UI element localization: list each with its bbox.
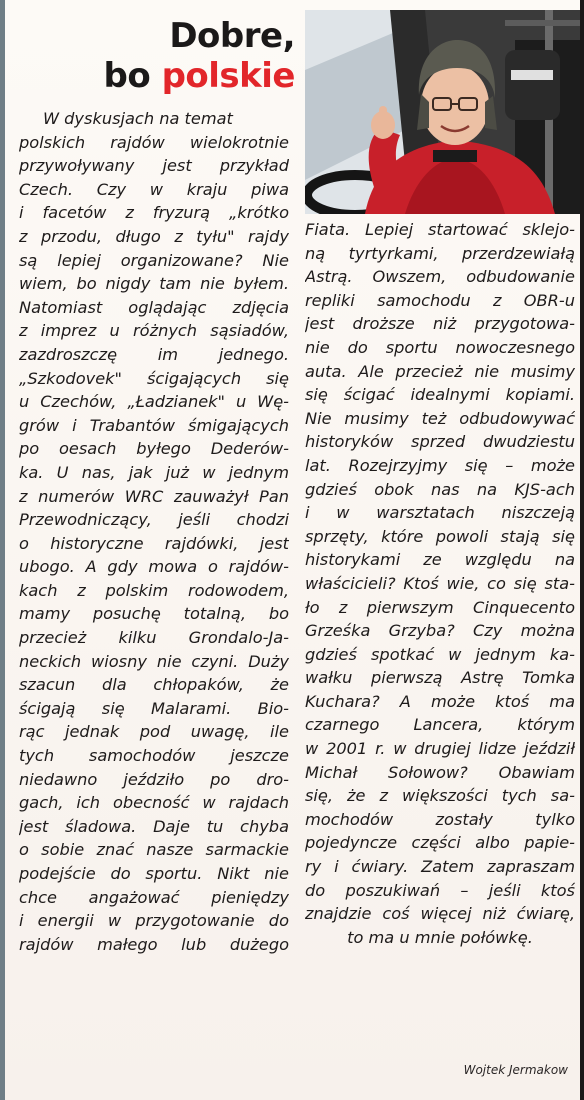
article-line: Michał Sołowow? Obawiam bbox=[305, 762, 575, 782]
article-line: do poszukiwań – jeśli ktoś bbox=[305, 880, 575, 900]
author-signature: Wojtek Jermakow bbox=[463, 1063, 568, 1077]
article-line: historykami ze względu na bbox=[305, 550, 575, 570]
article-line: i w warsztatach niszczeją bbox=[305, 503, 575, 523]
article-line: tych samochodów jeszcze bbox=[19, 746, 289, 766]
article-line: czarnego Lancera, którym bbox=[305, 715, 575, 735]
article-line: repliki samochodu z OBR-u bbox=[305, 290, 575, 310]
article-line: Przewodniczący, jeśli chodzi bbox=[19, 510, 289, 530]
article-line: wiem, bo nigdy tam nie byłem. bbox=[19, 274, 289, 294]
article-line: ry i ćwiary. Zatem zapraszam bbox=[305, 857, 575, 877]
article-line: mochodów zostały tylko bbox=[305, 809, 575, 829]
article-line: lat. Rozejrzyjmy się – może bbox=[305, 455, 575, 475]
article-line: „Szkodovek" ścigających się bbox=[19, 368, 289, 388]
page-left-edge bbox=[0, 0, 5, 1100]
article-line: pojedyncze części albo papie- bbox=[305, 833, 575, 853]
article-line: to ma u mnie połówkę. bbox=[347, 927, 533, 947]
article-line: i energii w przygotowanie do bbox=[19, 911, 289, 931]
article-line: właścicieli? Ktoś wie, co się sta- bbox=[305, 573, 575, 593]
article-line: niedawno jeździło po dro- bbox=[19, 769, 289, 789]
article-line: Nie musimy też odbudowywać bbox=[305, 408, 575, 428]
article-line: rąc jednak pod uwagę, ile bbox=[19, 722, 289, 742]
article-line: z numerów WRC zauważył Pan bbox=[19, 486, 289, 506]
article-line: podejście do sportu. Nikt nie bbox=[19, 864, 289, 883]
article-line: Fiata. Lepiej startować sklejo- bbox=[305, 220, 575, 239]
article-line: jest śladowa. Daje tu chyba bbox=[19, 816, 289, 836]
article-right-column bbox=[305, 218, 575, 949]
article-line: wałku pierwszą Astrę Tomka bbox=[305, 668, 575, 688]
article-title bbox=[80, 16, 295, 96]
article-line: i facetów z fryzurą „krótko bbox=[19, 203, 289, 223]
article-left-column bbox=[19, 107, 289, 956]
article-line: Astrą. Owszem, odbudowanie bbox=[305, 267, 575, 287]
title-line-2-red: polskie bbox=[161, 56, 295, 96]
article-line: się ścigać idealnymi kopiami. bbox=[305, 385, 575, 405]
article-line: Kuchara? A może ktoś ma bbox=[305, 691, 575, 711]
rally-driver-illustration bbox=[305, 10, 580, 214]
article-line: gdzieś spotkać w jednym ka- bbox=[305, 644, 575, 664]
article-line: z przodu, długo z tyłu" rajdy bbox=[19, 226, 289, 246]
rally-driver-photo bbox=[305, 10, 580, 214]
article-line: są lepiej organizowane? Nie bbox=[19, 250, 289, 270]
article-line: gdzieś obok nas na KJS-ach bbox=[305, 479, 575, 499]
article-line: kach z polskim rodowodem, bbox=[19, 580, 289, 600]
article-line: polskich rajdów wielokrotnie bbox=[19, 132, 289, 152]
article-line: Grześka Grzyba? Czy można bbox=[305, 621, 575, 641]
article-line: przywoływany jest przykład bbox=[19, 156, 289, 176]
article-line: mamy posuchę totalną, bo bbox=[19, 604, 289, 624]
article-line: znajdzie coś więcej niż ćwiarę, bbox=[305, 904, 575, 924]
article-line: szacun dla chłopaków, że bbox=[19, 675, 289, 695]
title-line-2-black: bo bbox=[103, 56, 162, 96]
article-line: o historyczne rajdówki, jest bbox=[19, 533, 289, 553]
article-line: ną tyrtyrkami, przerdzewiałą bbox=[305, 243, 575, 263]
article-line: gach, ich obecność w rajdach bbox=[19, 793, 289, 813]
article-line: chce angażować pieniędzy bbox=[19, 887, 289, 907]
article-line: sprzęty, które powoli stają się bbox=[305, 526, 575, 546]
article-line: grów i Trabantów śmigających bbox=[19, 415, 289, 435]
article-line: auta. Ale przecież nie musimy bbox=[305, 361, 575, 381]
article-line: ło z pierwszym Cinquecento bbox=[305, 597, 575, 617]
article-line: neckich wiosny nie czyni. Duży bbox=[19, 651, 289, 671]
article-line: ścigają się Malarami. Bio- bbox=[19, 698, 289, 718]
article-line: zazdroszczę im jednego. bbox=[19, 344, 289, 364]
article-line: przecież kilku Grondalo-Ja- bbox=[19, 628, 289, 648]
article-line: Czech. Czy w kraju piwa bbox=[19, 179, 289, 199]
article-line: nie do sportu nowoczesnego bbox=[305, 337, 575, 357]
article-line: o sobie znać nasze sarmackie bbox=[19, 840, 289, 860]
article-line: W dyskusjach na temat bbox=[43, 109, 233, 128]
article-line: ka. U nas, jak już w jednym bbox=[19, 462, 289, 482]
article-line: się, że z większości tych sa- bbox=[305, 786, 575, 806]
article-line: rajdów małego lub dużego bbox=[19, 934, 289, 954]
article-line: ubogo. A gdy mowa o rajdów- bbox=[19, 557, 289, 577]
article-line: po oesach byłego Dederów- bbox=[19, 439, 289, 459]
article-line: historyków sprzed dwudziestu bbox=[305, 432, 575, 452]
article-line: jest droższe niż przygotowa- bbox=[305, 314, 575, 334]
article-line: u Czechów, „Ładzianek" u Wę- bbox=[19, 392, 289, 412]
page-right-edge bbox=[580, 0, 584, 1100]
article-line: w 2001 r. w drugiej lidze jeździł bbox=[305, 739, 575, 759]
title-line-1: Dobre, bbox=[169, 16, 295, 56]
article-line: Natomiast oglądając zdjęcia bbox=[19, 297, 289, 317]
article-line: z imprez u różnych sąsiadów, bbox=[19, 321, 289, 341]
